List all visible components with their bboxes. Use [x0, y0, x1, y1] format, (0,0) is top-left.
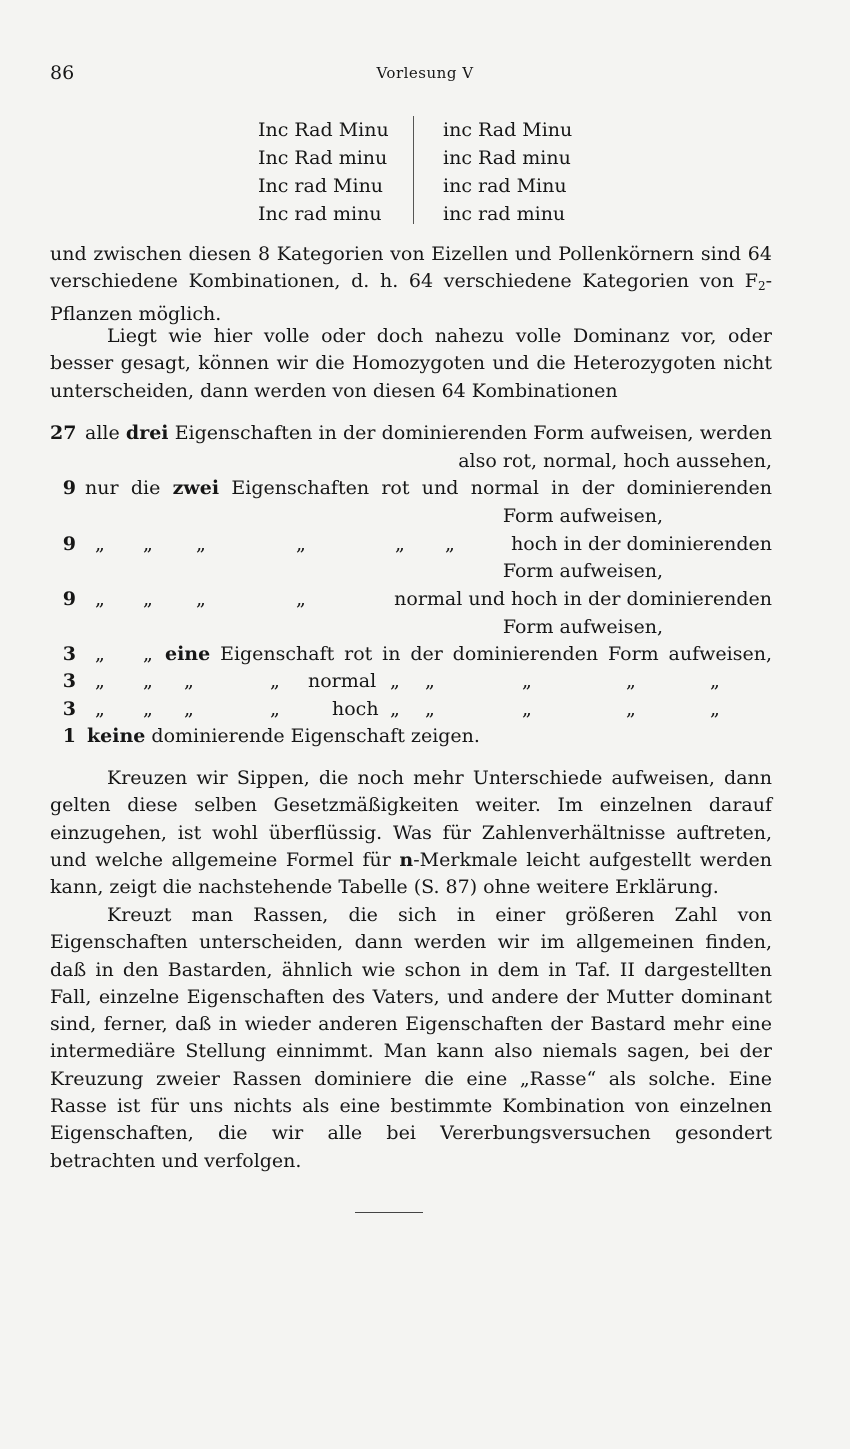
item-text [165, 643, 772, 665]
list-item-3c [50, 698, 772, 725]
list-item-3b [50, 670, 772, 697]
ditto-mark: „ [710, 698, 720, 720]
ditto-mark: „ [95, 643, 105, 665]
text-part: alle [85, 422, 120, 444]
list-item-9c [50, 588, 772, 615]
list-item-3a [50, 643, 772, 670]
list-item-27 [50, 422, 772, 449]
count: 27 [50, 422, 77, 444]
running-title: Vorlesung V [376, 64, 474, 82]
ditto-mark: „ [95, 670, 105, 692]
ditto-mark: „ [143, 643, 153, 665]
list-item-9b-cont [50, 560, 772, 587]
item-text: normal und hoch in der dominierenden [394, 588, 772, 610]
paragraph-combinations [50, 241, 772, 328]
bold-term: keine [87, 725, 146, 747]
paragraph-text-end: -Merkmale leicht aufgestellt werden kann, zeigt die nachstehende Tabelle (S. 87) ohne weitere Erklärung. [50, 848, 772, 899]
text-part: Eigenschaft rot in der dominierenden Form aufweisen, [220, 643, 772, 665]
ditto-mark: „ [425, 670, 435, 692]
ditto-mark: „ [143, 533, 153, 555]
ditto-mark: „ [270, 698, 280, 720]
ditto-mark: „ [390, 670, 400, 692]
item-text: hoch in der dominierenden [511, 533, 772, 555]
count: 3 [62, 643, 76, 665]
ditto-mark: „ [184, 698, 194, 720]
list-item-1 [50, 725, 772, 752]
list-item-9b [50, 533, 772, 560]
ditto-mark: „ [296, 588, 306, 610]
list-item-9c-cont [50, 616, 772, 643]
paragraph-rassen: Kreuzt man Rassen, die sich in einer größeren Zahl von Eigenschaften unterscheiden, dann werden wir im allgemeinen finden, daß in den Bastarden, ähnlich wie schon in dem in Taf. II dargestellten Fall, einzelne Eigenschaften des Vaters, und andere der Mutter dominant sind, ferner, daß in wieder anderen Eigenschaften der Bastard mehr eine intermediäre Stellung einnimmt. Man kann also niemals sagen, bei der Kreuzung zweier Rassen dominiere die eine „Rasse“ als solche. Eine Rasse ist für uns nichts als eine bestimmte Kombination von einzelnen Eigenschaften, die wir alle bei Vererbungsversuchen gesondert betrachten und verfolgen. [50, 904, 772, 1172]
item-text: hoch [332, 698, 379, 720]
item-text: also rot, normal, hoch aussehen, [458, 450, 772, 472]
item-text [87, 725, 480, 747]
page-number: 86 [50, 62, 75, 84]
item-text [85, 422, 772, 444]
text-part: nur die [85, 477, 161, 499]
text-part: dominierende Eigenschaft zeigen. [151, 725, 480, 747]
ditto-mark: „ [395, 533, 405, 555]
ditto-mark: „ [425, 698, 435, 720]
paragraph-dominance: Liegt wie hier volle oder doch nahezu volle Dominanz vor, oder besser gesagt, können wir die Homozygoten und die Heterozygoten nicht unterscheiden, dann werden von diesen 64 Kombinationen [50, 325, 772, 402]
item-text: Form aufweisen, [502, 560, 663, 582]
count: 9 [62, 533, 76, 555]
ditto-mark: „ [143, 698, 153, 720]
ditto-mark: „ [95, 533, 105, 555]
ditto-mark: „ [196, 588, 206, 610]
count: 9 [62, 477, 76, 499]
ditto-mark: „ [522, 698, 532, 720]
list-item-9a [50, 477, 772, 504]
text-part: Eigenschaften in der dominierenden Form aufweisen, werden [174, 422, 772, 444]
gamete-cell: Inc Rad minu [258, 147, 388, 169]
paragraph-text-end: -Pflanzen möglich. [50, 270, 772, 325]
gamete-cell: inc rad Minu [443, 175, 567, 197]
column-divider [413, 116, 414, 224]
f2-subscript: 2 [757, 279, 766, 294]
gamete-cell: Inc Rad Minu [258, 119, 389, 141]
item-text [85, 477, 772, 499]
ditto-mark: „ [522, 670, 532, 692]
ditto-mark: „ [143, 670, 153, 692]
item-text: Form aufweisen, [502, 616, 663, 638]
list-item-9a-cont [50, 505, 772, 532]
bold-term: n [399, 848, 414, 871]
ditto-mark: „ [143, 588, 153, 610]
gamete-cell: inc rad minu [443, 203, 566, 225]
gamete-column-left [258, 116, 389, 228]
ditto-mark: „ [296, 533, 306, 555]
ditto-mark: „ [445, 533, 455, 555]
count: 3 [62, 670, 76, 692]
count: 1 [62, 725, 76, 747]
f-letter: F [744, 270, 758, 293]
ditto-mark: „ [626, 670, 636, 692]
paragraph-sippen [50, 765, 772, 901]
list-item-27-cont [50, 450, 772, 477]
ditto-mark: „ [710, 670, 720, 692]
gamete-cell: Inc rad Minu [258, 175, 384, 197]
gamete-cell: Inc rad minu [258, 203, 382, 225]
text-part: Eigenschaften rot und normal in der dominierenden [231, 477, 772, 499]
item-text: normal [308, 670, 377, 692]
gamete-cell: inc Rad minu [443, 147, 571, 169]
bold-term: drei [125, 422, 169, 444]
count: 3 [62, 698, 76, 720]
bold-term: eine [165, 643, 211, 665]
ditto-mark: „ [270, 670, 280, 692]
count: 9 [62, 588, 76, 610]
paragraph-text: und zwischen diesen 8 Kategorien von Eizellen und Pollenkörnern sind 64 verschiedene Kombinationen, d. h. 64 verschiedene Kategorien von [50, 243, 772, 293]
item-text: Form aufweisen, [502, 505, 663, 527]
paragraph-text: Kreuzen wir Sippen, die noch mehr Unterschiede aufweisen, dann gelten diese selben Gesetzmäßigkeiten weiter. Im einzelnen darauf einzugehen, ist wohl überflüssig. Was für Zahlenverhältnisse auftreten, und welche allgemeine Formel für [50, 767, 772, 871]
ditto-mark: „ [184, 670, 194, 692]
ditto-mark: „ [196, 533, 206, 555]
ditto-mark: „ [95, 588, 105, 610]
ditto-mark: „ [390, 698, 400, 720]
bold-term: zwei [172, 477, 220, 499]
ditto-mark: „ [626, 698, 636, 720]
ditto-mark: „ [95, 698, 105, 720]
gamete-cell: inc Rad Minu [443, 119, 573, 141]
end-rule [355, 1212, 423, 1213]
gamete-column-right [443, 116, 572, 228]
